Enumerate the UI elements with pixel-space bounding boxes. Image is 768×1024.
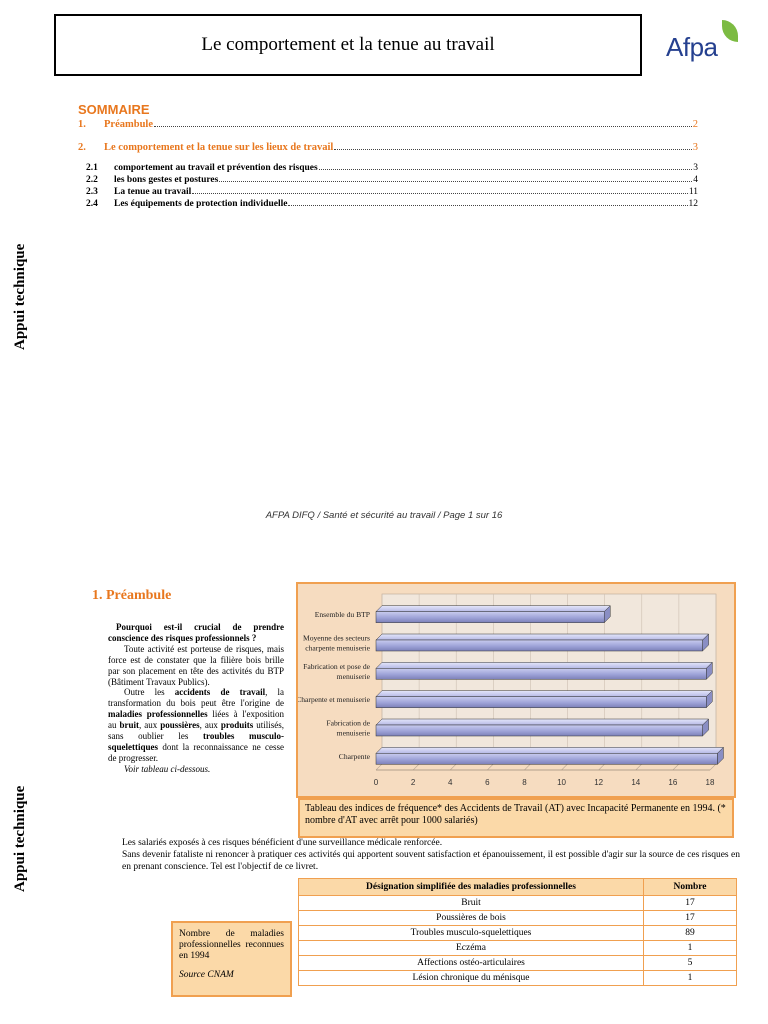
side-label-bottom: Appui technique (12, 785, 28, 892)
x-tick-label: 2 (410, 778, 416, 787)
gridline-base (450, 764, 456, 770)
bar (376, 640, 703, 651)
bar-top (376, 606, 610, 612)
preambule-paragraph-1: Toute activité est porteuse de risques, mais force est de constater que la filière bois brille par son placement en tête des activités du BTP (Bâtiment Travaux Publics). (108, 643, 284, 687)
gridline-base (487, 764, 493, 770)
note-source: Source CNAM (179, 970, 234, 980)
category-label: Fabrication et pose de (303, 661, 370, 671)
diseases-table (298, 878, 737, 986)
header-nombre: Nombre (644, 879, 737, 896)
table-row: Poussières de bois 17 (299, 911, 737, 926)
category-label: Fabrication de (326, 718, 370, 728)
category-label: menuiserie (336, 671, 370, 681)
preambule-body (108, 622, 284, 775)
gridline-base (636, 764, 642, 770)
toc-item-1[interactable]: 1. Préambule 2 (78, 119, 698, 130)
page-title: Le comportement et la tenue au travail (201, 34, 495, 55)
note-text: Nombre de maladies professionnelles reconnues en 1994 (179, 929, 284, 961)
bar (376, 697, 706, 708)
x-tick-label: 10 (557, 778, 567, 787)
table-header-row (299, 879, 737, 896)
bar (376, 725, 703, 736)
bar-top (376, 634, 709, 640)
x-tick-label: 8 (522, 778, 527, 787)
logo-text: Afpa (666, 32, 718, 62)
bar (376, 612, 604, 623)
x-tick-label: 4 (447, 778, 453, 787)
title-box (54, 14, 642, 76)
x-tick-label: 18 (705, 778, 715, 787)
table-row: Affections ostéo-articulaires 5 (299, 956, 737, 971)
x-tick-label: 14 (631, 778, 641, 787)
table-row: Lésion chronique du ménisque 1 (299, 971, 737, 986)
x-tick-label: 16 (668, 778, 678, 787)
category-label: Charpente et menuiserie (298, 695, 370, 705)
header-designation: Désignation simplifiée des maladies professionnelles (299, 879, 644, 896)
table-row: Eczéma 1 (299, 941, 737, 956)
x-tick-label: 0 (373, 778, 379, 787)
bar (376, 668, 706, 679)
preambule-question: Pourquoi est-il crucial de prendre conscience des risques professionnels ? (108, 622, 284, 643)
table-row: Troubles musculo-squelettiques 89 (299, 926, 737, 941)
toc-item-2[interactable]: 2. Le comportement et la tenue sur les lieux de travail 3 (78, 142, 698, 153)
bar-top (376, 662, 712, 668)
gridline-base (562, 764, 568, 770)
toc-subitem-2-2[interactable]: 2.2 les bons gestes et postures 4 (86, 175, 698, 185)
side-label-top: Appui technique (12, 243, 28, 350)
preambule-paragraph-3: Voir tableau ci-dessous. (124, 763, 211, 774)
toc-subitem-2-3[interactable]: 2.3 La tenue au travail 11 (86, 187, 698, 197)
paragraph-surveillance: Les salariés exposés à ces risques bénéficient d'une surveillance médicale renforcée. (122, 838, 443, 848)
category-label: charpente menuiserie (305, 643, 370, 653)
frequency-chart (298, 584, 734, 796)
gridline-base (673, 764, 679, 770)
table-row: Bruit 17 (299, 896, 737, 911)
gridline-base (599, 764, 605, 770)
gridline-base (376, 764, 382, 770)
x-tick-label: 6 (485, 778, 490, 787)
bar-top (376, 747, 723, 753)
gridline-base (524, 764, 530, 770)
gridline-base (710, 764, 716, 770)
bar (376, 753, 717, 764)
category-label: Charpente (338, 751, 370, 761)
category-label: menuiserie (336, 728, 370, 738)
note-box (171, 921, 292, 997)
bar-top (376, 691, 712, 697)
toc-subitem-2-4[interactable]: 2.4 Les équipements de protection individuelle 12 (86, 199, 698, 209)
category-label: Ensemble du BTP (314, 610, 370, 620)
x-tick-label: 12 (594, 778, 604, 787)
sommaire-heading: SOMMAIRE (78, 102, 150, 117)
gridline-base (413, 764, 419, 770)
toc-subitem-2-1[interactable]: 2.1 comportement au travail et prévention des risques 3 (86, 163, 698, 173)
section-heading-preambule: 1. Préambule (92, 588, 172, 603)
leaf-icon (722, 20, 738, 42)
afpa-logo (664, 18, 744, 64)
bar-top (376, 719, 709, 725)
page-footer: AFPA DIFQ / Santé et sécurité au travail / Page 1 sur 16 (265, 510, 503, 521)
paragraph-objective: Sans devenir fataliste ni renoncer à pratiquer ces activités qui apportent souvent satisfaction et épanouissement, il est possible d'agir sur la source de ces risques en en prenant conscience. Tel est l'objectif de ce livret. (122, 850, 740, 872)
preambule-paragraph-2: Outre les accidents de travail, la transformation du bois peut être l'origine de maladies professionnelles liées à l'exposition au bruit, aux poussières, aux produits utilisés, sans oublier les troubles musculo-squelettiques dont la reconnaissance ne cesse de progresser. (108, 687, 285, 763)
frequency-chart-frame (296, 582, 736, 798)
chart-caption: Tableau des indices de fréquence* des Accidents de Travail (AT) avec Incapacité Permanente en 1994. (* nombre d'AT avec arrêt pour 1000 salariés) (298, 798, 734, 838)
category-label: Moyenne des secteurs (302, 633, 370, 643)
